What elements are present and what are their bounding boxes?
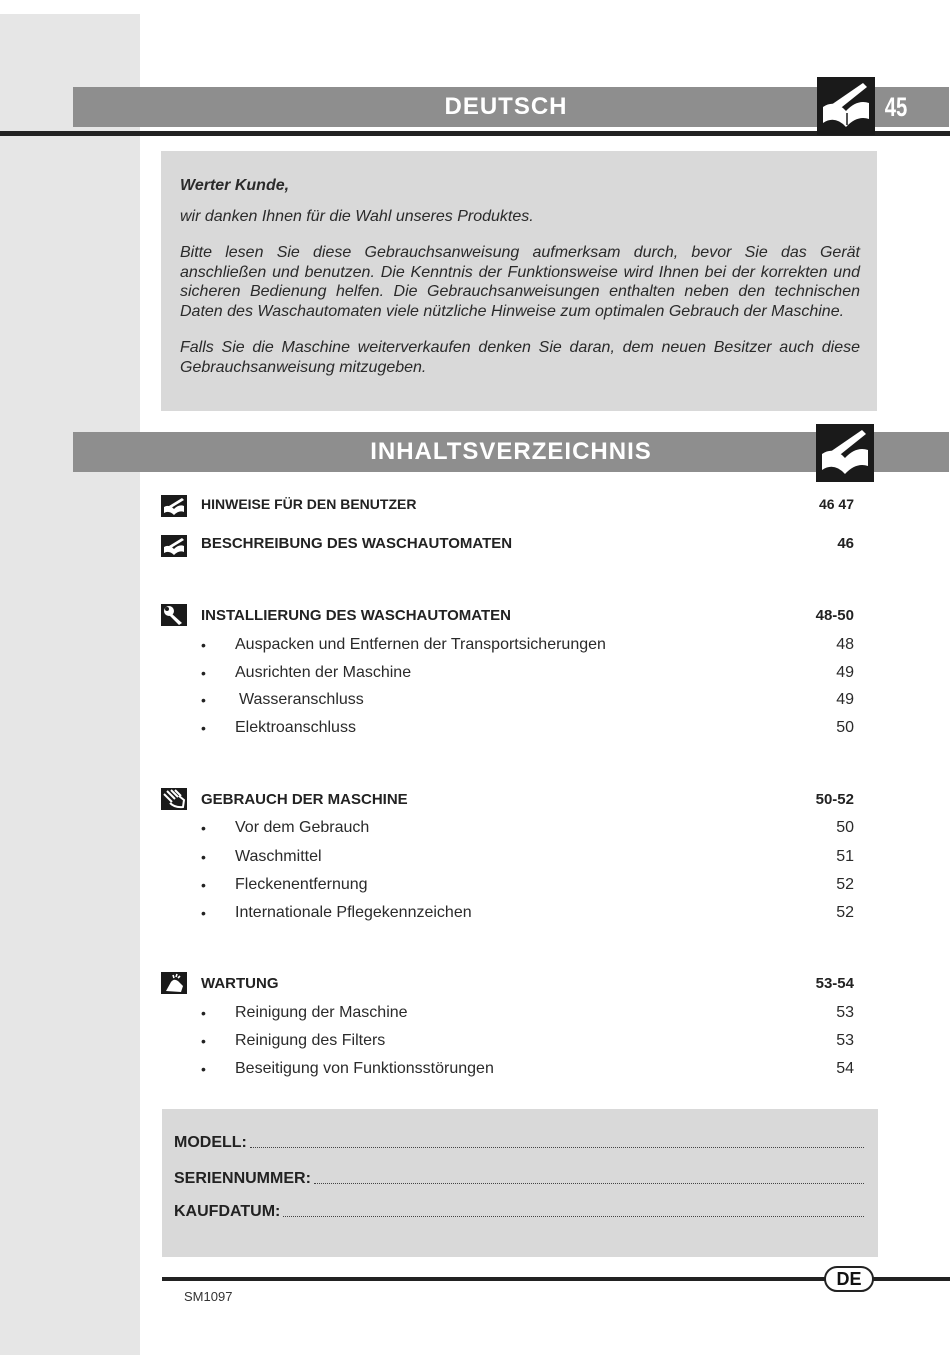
toc-section-title: HINWEISE FÜR DEN BENUTZER <box>201 496 417 512</box>
toc-item: Reinigung der Maschine <box>235 1004 408 1021</box>
toc-item-page: 53 <box>836 1032 854 1049</box>
bullet: • <box>201 1061 206 1077</box>
toc-item-page: 50 <box>836 719 854 736</box>
bullet: • <box>201 637 206 653</box>
toc-section-pages: 46 47 <box>818 496 854 512</box>
model-field <box>174 1132 864 1152</box>
toc-section-title: BESCHREIBUNG DES WASCHAUTOMATEN <box>201 535 513 552</box>
letter-text <box>180 176 860 394</box>
bullet: • <box>201 1033 206 1049</box>
toc-item-page: 52 <box>836 904 854 921</box>
toc-item: Reinigung des Filters <box>235 1032 386 1049</box>
dotted-line <box>283 1215 864 1217</box>
toc-item-page: 49 <box>836 691 854 708</box>
toc-item: Waschmittel <box>235 848 322 865</box>
bullet: • <box>201 905 206 921</box>
bullet: • <box>201 820 206 836</box>
toc-section-title: INSTALLIERUNG DES WASCHAUTOMATEN <box>201 607 511 624</box>
dotted-line <box>314 1182 864 1184</box>
cleaning-hand-icon <box>161 972 187 994</box>
toc-item-page: 48 <box>836 636 854 653</box>
bullet: • <box>201 692 206 708</box>
bullet: • <box>201 720 206 736</box>
purchase-date-field <box>174 1201 864 1221</box>
language-badge: DE <box>824 1266 874 1292</box>
toc-title: INHALTSVERZEICHNIS <box>370 438 652 465</box>
toc-item: Beseitigung von Funktionsstörungen <box>235 1060 494 1077</box>
open-book-icon <box>817 77 875 135</box>
toc-section-pages: 53-54 <box>815 975 854 992</box>
toc-item-page: 49 <box>836 664 854 681</box>
bullet: • <box>201 877 206 893</box>
purchase-date-label: KAUFDATUM: <box>174 1203 281 1220</box>
model-label: MODELL: <box>174 1134 247 1151</box>
toc-item-page: 51 <box>836 848 854 865</box>
toc-item: Wasseranschluss <box>239 691 364 708</box>
serial-label: SERIENNUMMER: <box>174 1170 311 1187</box>
bullet: • <box>201 665 206 681</box>
serial-field <box>174 1168 864 1188</box>
document-code: SM1097 <box>184 1289 233 1304</box>
dotted-line <box>250 1146 864 1148</box>
toc-item-page: 50 <box>836 819 854 836</box>
letter-greeting: Werter Kunde, <box>180 177 290 194</box>
letter-paragraph: Bitte lesen Sie diese Gebrauchsanweisung aufmerksam durch, bevor Sie das Gerät anschließen und benutzen. Die Kenntnis der Funktionsweise wird Ihnen bei der korrekten und sicheren Bedienung helfen. Die Gebrauchsanweisungen enthalten neben den technischen Daten des Waschautomaten viele nützliche Hinweise zum optimalen Gebrauch der Maschine. <box>180 244 860 320</box>
section-title: DEUTSCH <box>444 93 568 120</box>
book-icon <box>161 535 187 557</box>
bullet: • <box>201 1005 206 1021</box>
bullet: • <box>201 849 206 865</box>
toc-item: Ausrichten der Maschine <box>235 664 412 681</box>
toc-section-pages: 50-52 <box>815 791 854 808</box>
toc-item-page: 52 <box>836 876 854 893</box>
page-number: 45 <box>884 92 908 122</box>
toc-section-title: GEBRAUCH DER MASCHINE <box>201 791 408 808</box>
toc-section-pages: 46 <box>837 535 854 552</box>
toc-item-page: 54 <box>836 1060 854 1077</box>
toc-section-title: WARTUNG <box>201 975 279 992</box>
book-icon <box>161 495 187 517</box>
toc-item: Vor dem Gebrauch <box>235 819 370 836</box>
toc-item-page: 53 <box>836 1004 854 1021</box>
toc-item: Fleckenentfernung <box>235 876 368 893</box>
open-book-icon <box>816 424 874 482</box>
letter-paragraph: wir danken Ihnen für die Wahl unseres Produktes. <box>180 207 534 225</box>
hand-icon <box>161 788 187 810</box>
wrench-icon <box>161 604 187 626</box>
toc-item: Internationale Pflegekennzeichen <box>235 904 472 921</box>
header-rule <box>0 131 950 136</box>
toc-section-pages: 48-50 <box>815 607 854 624</box>
letter-paragraph: Falls Sie die Maschine weiterverkaufen denken Sie daran, dem neuen Besitzer auch diese Gebrauchsanweisung mitzugeben. <box>180 339 860 376</box>
toc-item: Auspacken und Entfernen der Transportsicherungen <box>235 636 606 653</box>
side-band <box>0 14 140 1355</box>
toc-item: Elektroanschluss <box>235 719 356 736</box>
